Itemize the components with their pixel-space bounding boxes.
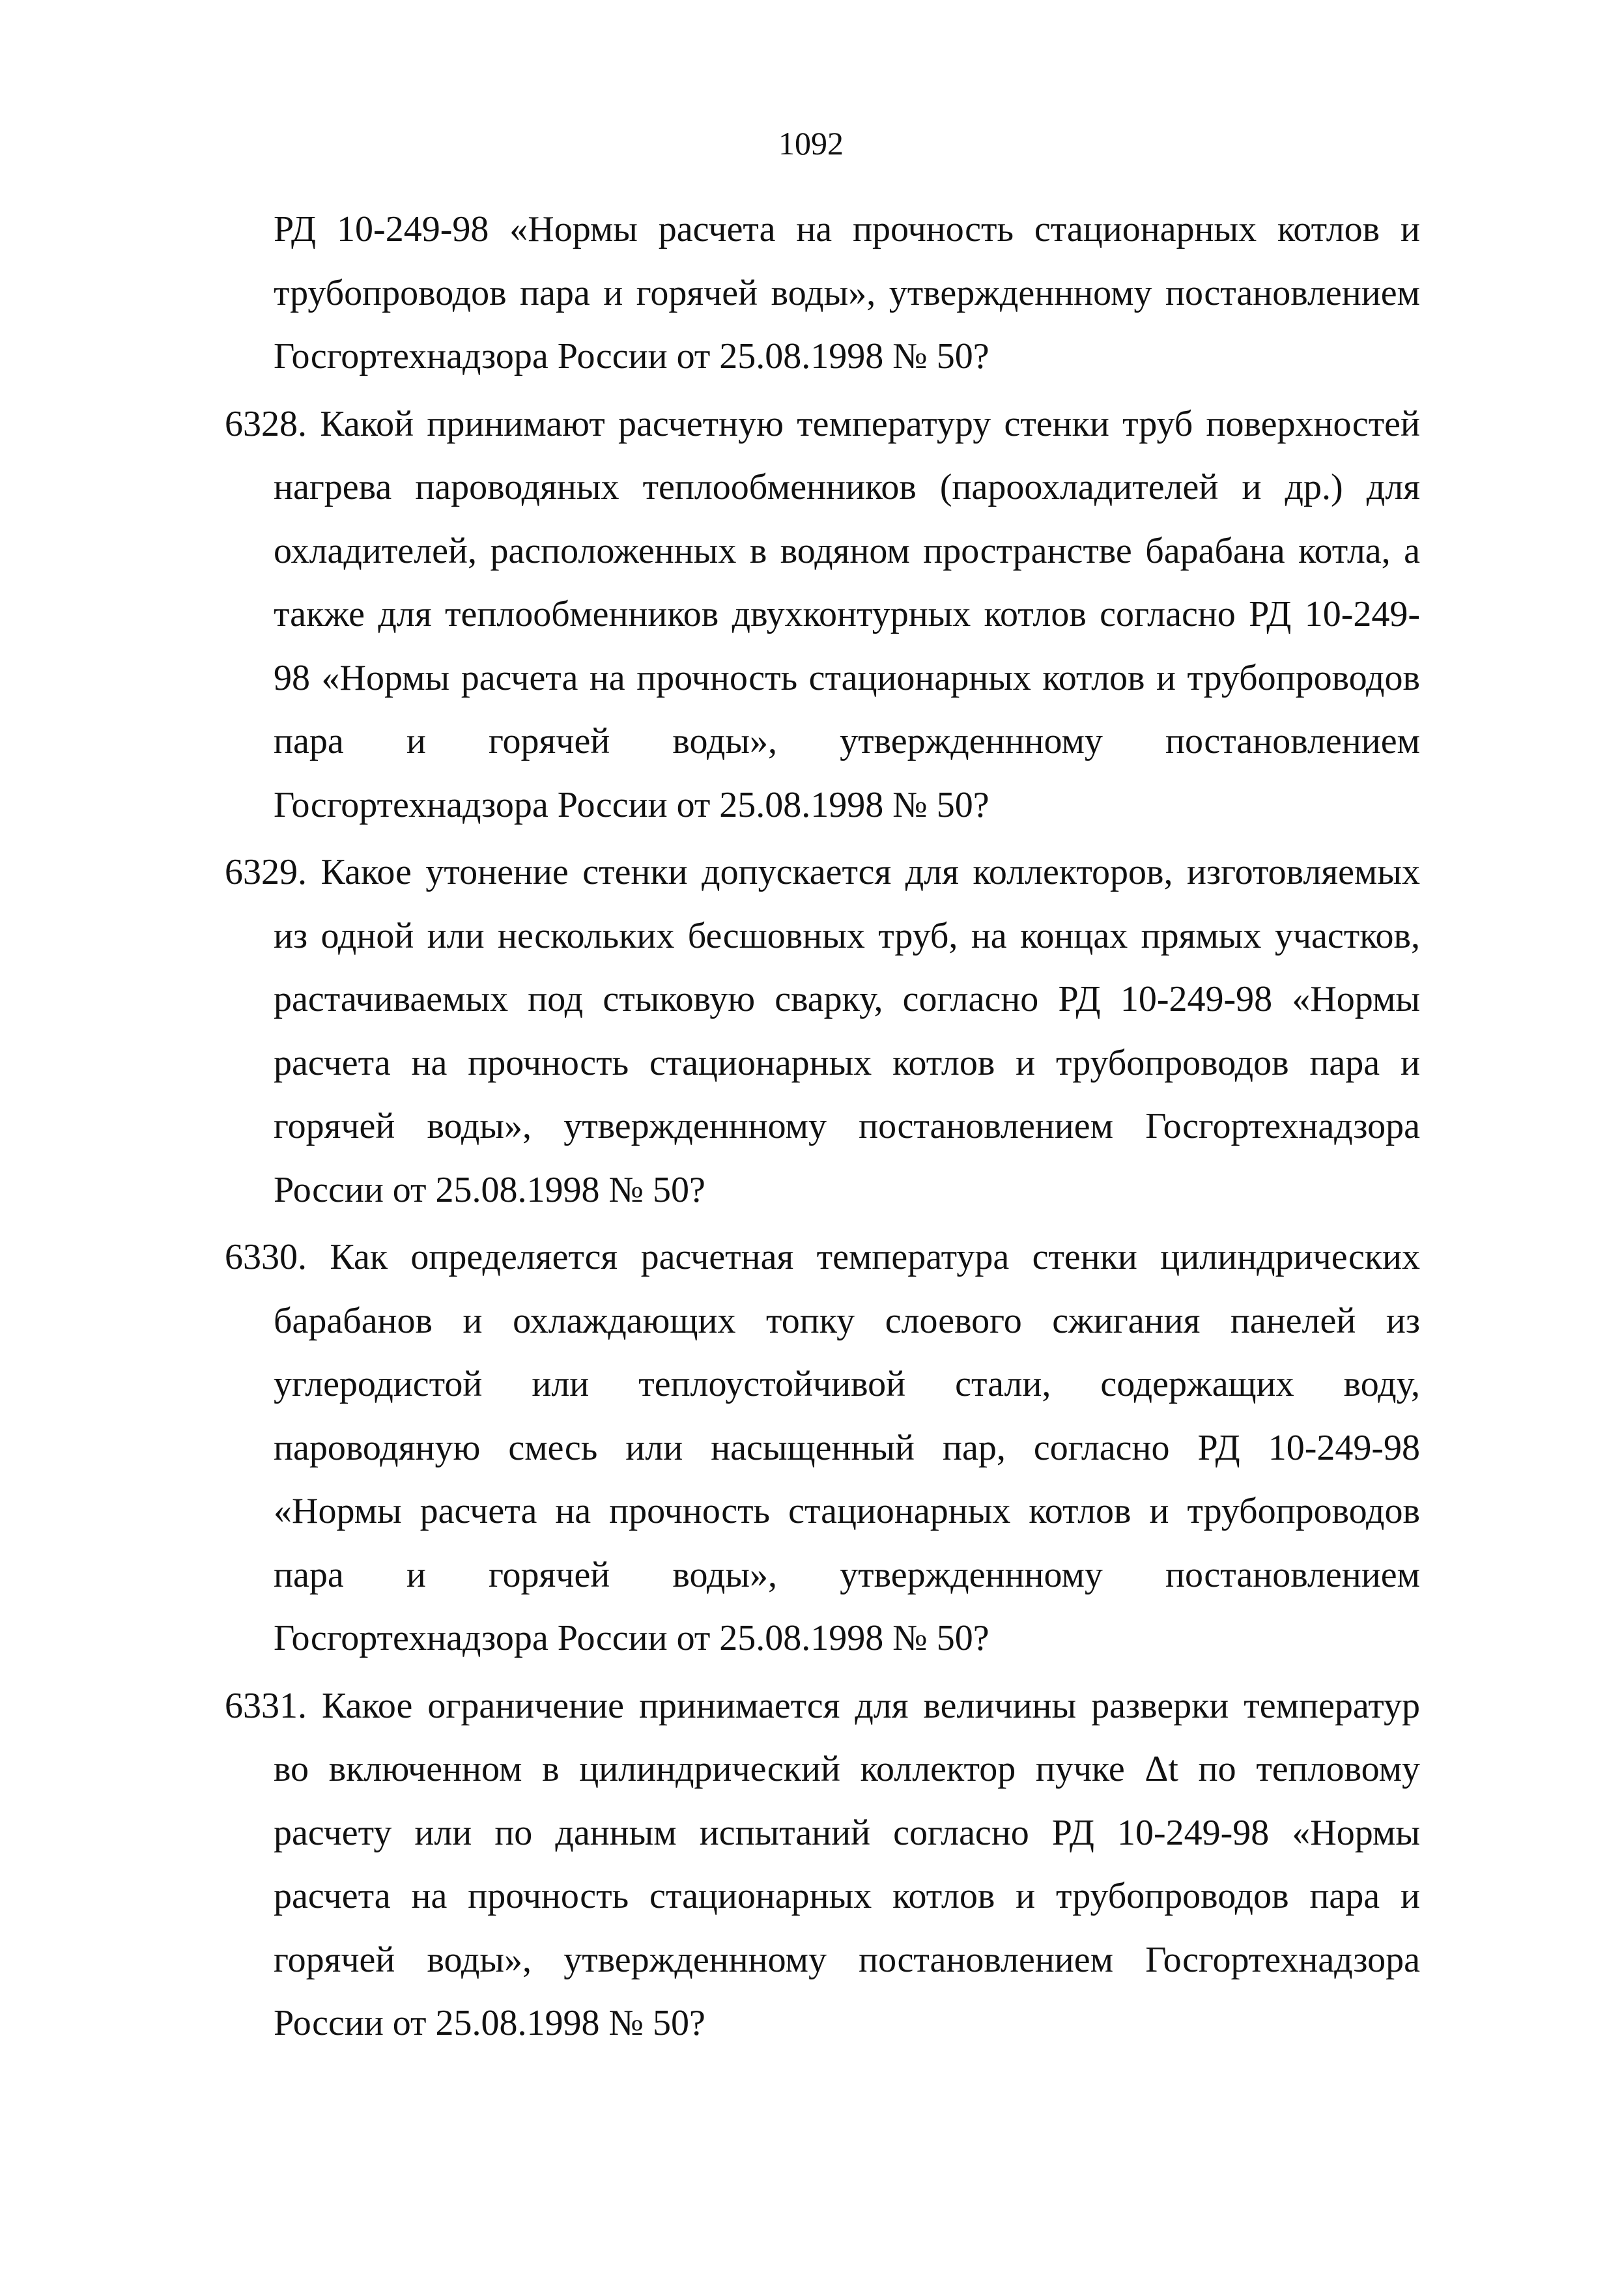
question-continuation: [225, 198, 1420, 389]
question-6330: [225, 1226, 1420, 1671]
question-text: Какой принимают расчетную температуру стенки труб поверхностей нагрева пароводяных теплообменников (пароохладителей и др.) для охладителей, расположенных в водяном пространстве барабана котла, а также для теплообменников двухконтурных котлов согласно РД 10-249-98 «Нормы расчета на прочность стационарных котлов и трубопроводов пара и горячей воды», утвержденнному постановлением Госгортехнадзора России от 25.08.1998 № 50?: [274, 403, 1420, 825]
question-list: [225, 198, 1420, 2056]
question-number: 6328.: [225, 403, 320, 444]
question-number: 6329.: [225, 852, 321, 892]
page-number: 1092: [778, 125, 844, 162]
question-text: Какое утонение стенки допускается для коллекторов, изготовляемых из одной или нескольких бесшовных труб, на концах прямых участков, растачиваемых под стыковую сварку, согласно РД 10-249-98 «Нормы расчета на прочность стационарных котлов и трубопроводов пара и горячей воды», утвержденнному постановлением Госгортехнадзора России от 25.08.1998 № 50?: [274, 852, 1420, 1210]
question-number: 6331.: [225, 1685, 322, 1726]
question-text: Как определяется расчетная температура стенки цилиндрических барабанов и охлаждающих топку слоевого сжигания панелей из углеродистой или теплоустойчивой стали, содержащих воду, пароводяную смесь или насыщенный пар, согласно РД 10-249-98 «Нормы расчета на прочность стационарных котлов и трубопроводов пара и горячей воды», утвержденнному постановлением Госгортехнадзора России от 25.08.1998 № 50?: [274, 1237, 1420, 1658]
question-number: 6330.: [225, 1237, 330, 1277]
question-6328: [225, 393, 1420, 838]
question-text: Какое ограничение принимается для величины разверки температур во включенном в цилиндрический коллектор пучке Δt по тепловому расчету или по данным испытаний согласно РД 10-249-98 «Нормы расчета на прочность стационарных котлов и трубопроводов пара и горячей воды», утвержденнному постановлением Госгортехнадзора России от 25.08.1998 № 50?: [274, 1685, 1420, 2043]
question-6331: [225, 1675, 1420, 2056]
question-6329: [225, 841, 1420, 1222]
question-text: РД 10-249-98 «Нормы расчета на прочность стационарных котлов и трубопроводов пара и горячей воды», утвержденнному постановлением Госгортехнадзора России от 25.08.1998 № 50?: [274, 209, 1420, 376]
